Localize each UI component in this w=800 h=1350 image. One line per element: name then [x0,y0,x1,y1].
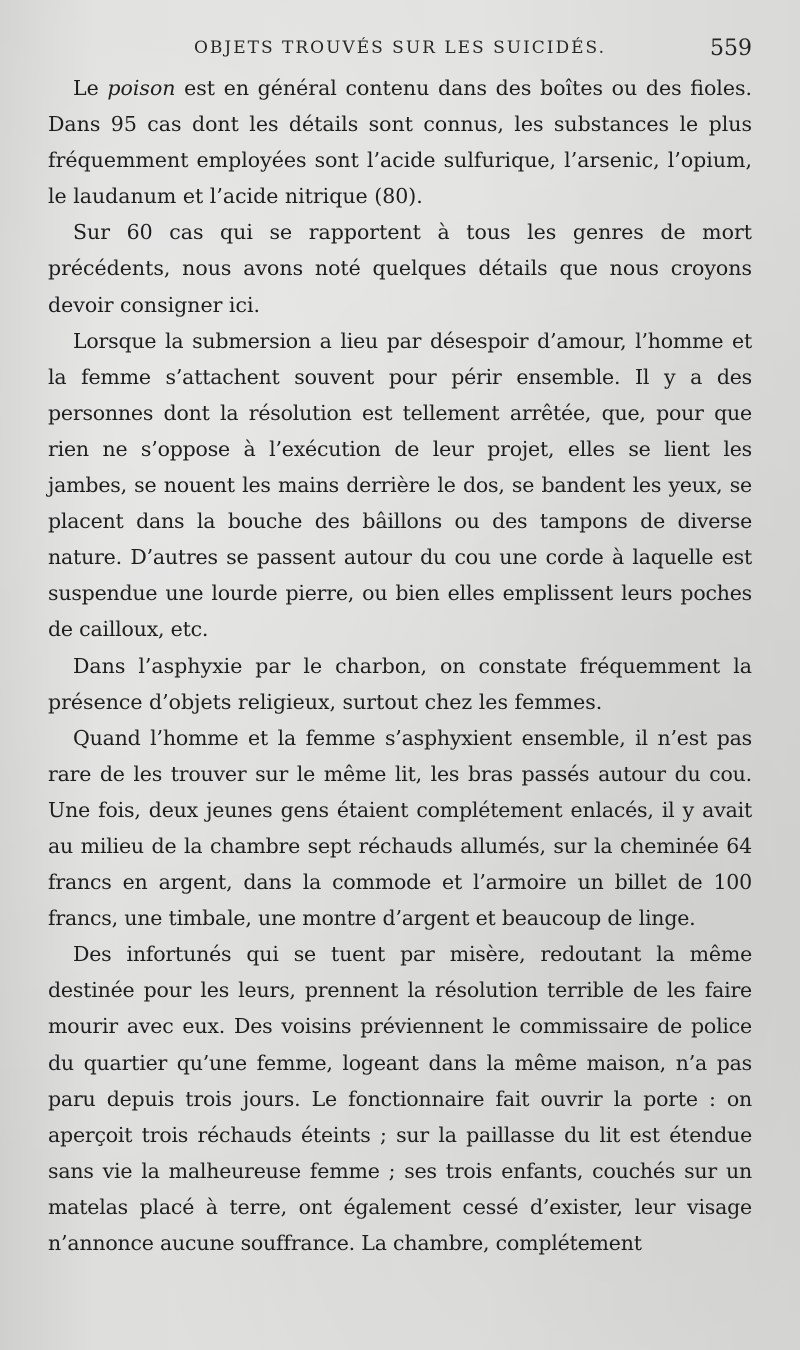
paragraph-text: Des infortunés qui se tuent par misère, redoutant la même destinée pour les leurs, prennent la résolution terrible de les faire mourir avec eux. Des voisins préviennent le commissaire de police du quartier qu’une femme, logeant dans la même maison, n’a pas paru depuis trois jours. Le fonctionnaire fait ouvrir la porte : on aperçoit trois réchauds éteints ; sur la paillasse du lit est étendue sans vie la malheureuse femme ; ses trois enfants, couchés sur un matelas placé à terre, ont également cessé d’exister, leur visage n’annonce aucune souffrance. La chambre, complétement [48,942,752,1255]
paragraph-submersion [48,323,752,648]
paragraph-text: est en général contenu dans des boîtes ou des fioles. Dans 95 cas dont les détails sont connus, les substances le plus fréquemment employées sont l’acide sulfurique, l’arsenic, l’opium, le laudanum et l’acide nitrique (80). [48,76,753,209]
running-header [48,30,752,66]
body-text [48,70,752,1261]
paragraph-lead: Le [73,76,108,100]
paragraph-charbon [48,648,752,720]
page-number: 559 [710,35,752,61]
paragraph-text: Sur 60 cas qui se rapportent à tous les genres de mort précédents, nous avons noté quelques détails que nous croyons devoir consigner ici. [48,220,752,317]
paragraph-asphyxie-ensemble [48,720,752,937]
paragraph-text: Quand l’homme et la femme s’asphyxient ensemble, il n’est pas rare de les trouver sur le même lit, les bras passés autour du cou. Une fois, deux jeunes gens étaient complétement enlacés, il y avait au milieu de la chambre sept réchauds allumés, sur la cheminée 64 francs en argent, dans la commode et l’armoire un billet de 100 francs, une timbale, une montre d’argent et beaucoup de linge. [48,725,752,931]
italic-term: poison [107,76,176,100]
running-title: OBJETS TROUVÉS SUR LES SUICIDÉS. [193,38,606,58]
paragraph-details [48,214,752,322]
paragraph-misere [48,936,752,1261]
paragraph-poison [48,70,752,214]
paragraph-text: Lorsque la submersion a lieu par désespoir d’amour, l’homme et la femme s’attachent souvent pour périr ensemble. Il y a des personnes dont la résolution est tellement arrêtée, que, pour que rien ne s’oppose à l’exécution de leur projet, elles se lient les jambes, se nouent les mains derrière le dos, se bandent les yeux, se placent dans la bouche des bâillons ou des tampons de diverse nature. D’autres se passent autour du cou une corde à laquelle est suspendue une lourde pierre, ou bien elles emplissent leurs poches de cailloux, etc. [48,328,752,642]
paragraph-text: Dans l’asphyxie par le charbon, on constate fréquemment la présence d’objets religieux, surtout chez les femmes. [48,653,752,714]
